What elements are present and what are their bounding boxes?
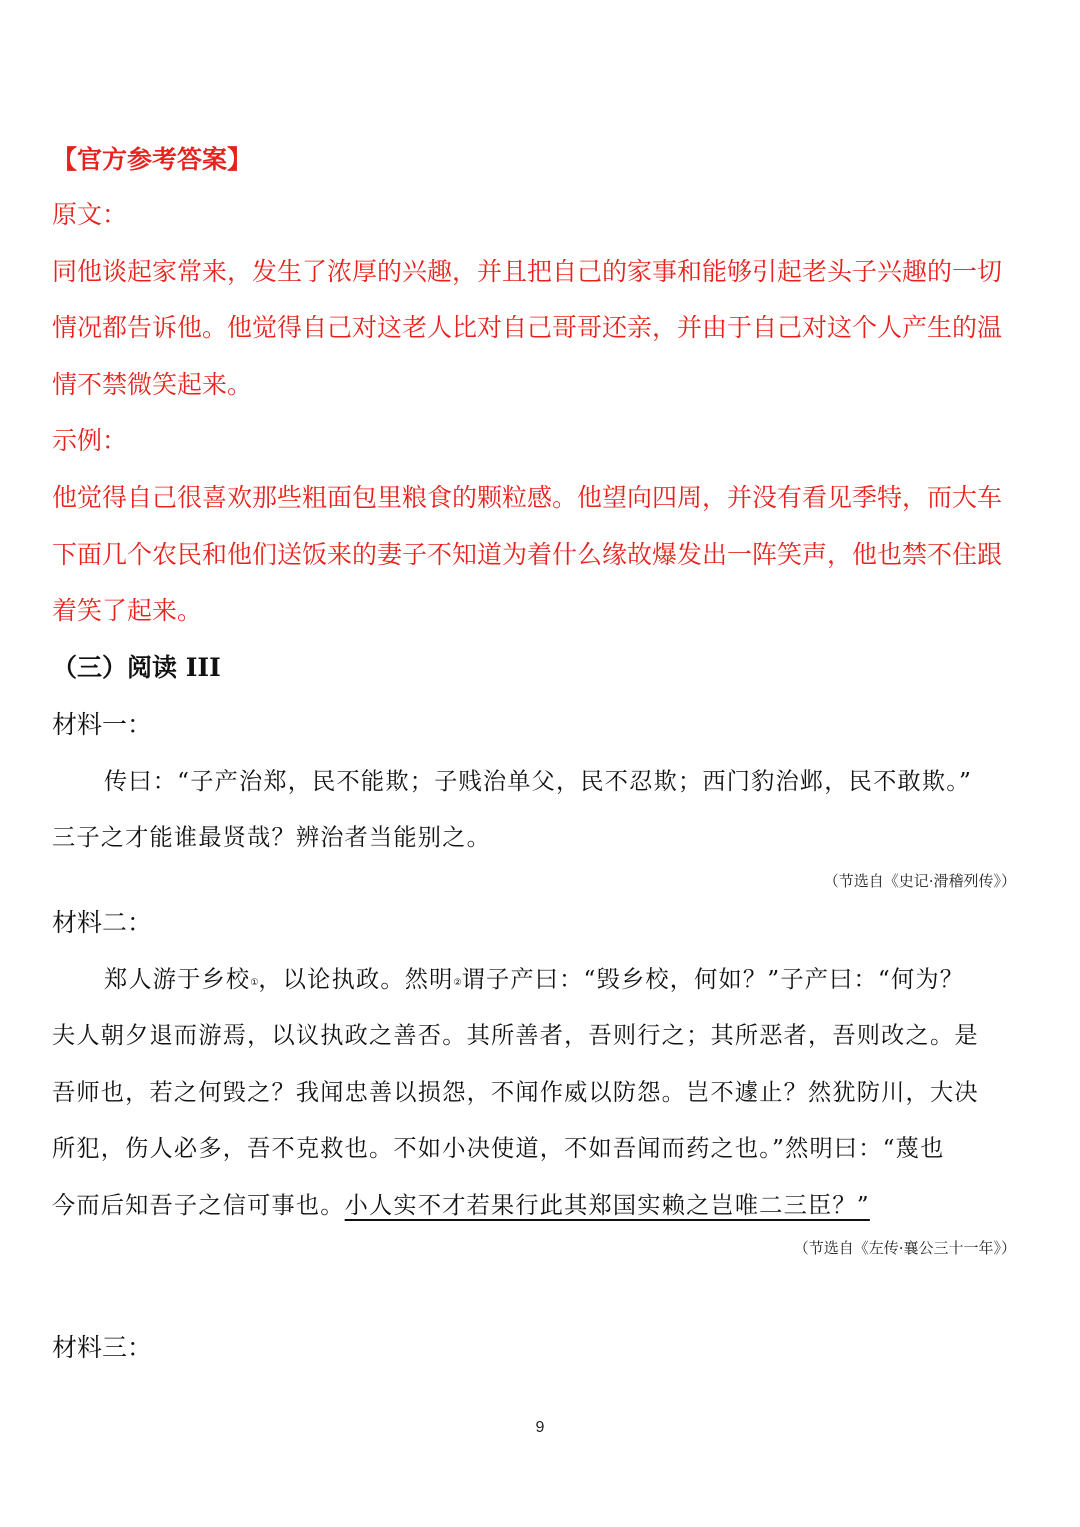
example-line-3: 着笑了起来。 xyxy=(52,596,203,625)
material2-line-1-part-b: ，以论执政。然明 xyxy=(258,966,454,993)
material3-label: 材料三： xyxy=(52,1333,153,1362)
material2-source: （节选自《左传·襄公三十一年》） xyxy=(793,1239,1016,1257)
material1-label: 材料一： xyxy=(52,710,153,739)
material2-label: 材料二： xyxy=(52,908,153,937)
original-line-1: 同他谈起家常来，发生了浓厚的兴趣，并且把自己的家事和能够引起老头子兴趣的一切 xyxy=(52,257,1003,286)
original-line-3: 情不禁微笑起来。 xyxy=(52,370,253,399)
material2-line-4: 所犯，伤人必多，吾不克救也。不如小决使道，不如吾闻而药之也。”然明曰：“蔑也 xyxy=(52,1135,945,1162)
material2-line-1-part-a: 郑人游于乡校 xyxy=(104,966,251,993)
material2-underlined-sentence: 小人实不才若果行此其郑国实赖之岂唯二三臣？” xyxy=(344,1192,870,1219)
example-line-2: 下面几个农民和他们送饭来的妻子不知道为着什么缘故爆发出一阵笑声，他也禁不住跟 xyxy=(52,540,1003,569)
example-line-1: 他觉得自己很喜欢那些粗面包里粮食的颗粒感。他望向四周，并没有看见季特，而大车 xyxy=(52,483,1003,512)
answer-heading: 【官方参考答案】 xyxy=(52,145,253,174)
original-line-2: 情况都告诉他。他觉得自己对这老人比对自己哥哥还亲，并由于自己对这个人产生的温 xyxy=(52,313,1003,342)
material2-line-2: 夫人朝夕退而游焉，以议执政之善否。其所善者，吾则行之；其所恶者，吾则改之。是 xyxy=(52,1022,979,1049)
material1-line-2: 三子之才能谁最贤哉？辨治者当能别之。 xyxy=(52,824,491,851)
material1-line-1: 传曰：“子产治郑，民不能欺；子贱治单父，民不忍欺；西门豹治邺，民不敢欺。” xyxy=(104,768,973,795)
material2-line-5-plain: 今而后知吾子之信可事也。 xyxy=(52,1192,345,1219)
material2-line-5 xyxy=(52,1191,870,1221)
page-number: 9 xyxy=(535,1419,545,1436)
footnote-marker-2: ② xyxy=(453,978,462,988)
original-label: 原文： xyxy=(52,200,128,229)
material2-line-1-part-c: 谓子产曰：“毁乡校，何如？”子产曰：“何为？ xyxy=(461,966,965,993)
material1-source: （节选自《史记·滑稽列传》） xyxy=(823,872,1016,890)
section-title: （三）阅读 III xyxy=(52,653,221,682)
footnote-marker-1: ① xyxy=(250,978,259,988)
material2-line-1 xyxy=(104,965,964,998)
material2-line-3: 吾师也，若之何毁之？我闻忠善以损怨，不闻作威以防怨。岂不遽止？然犹防川，大决 xyxy=(52,1079,979,1106)
example-label: 示例： xyxy=(52,426,128,455)
